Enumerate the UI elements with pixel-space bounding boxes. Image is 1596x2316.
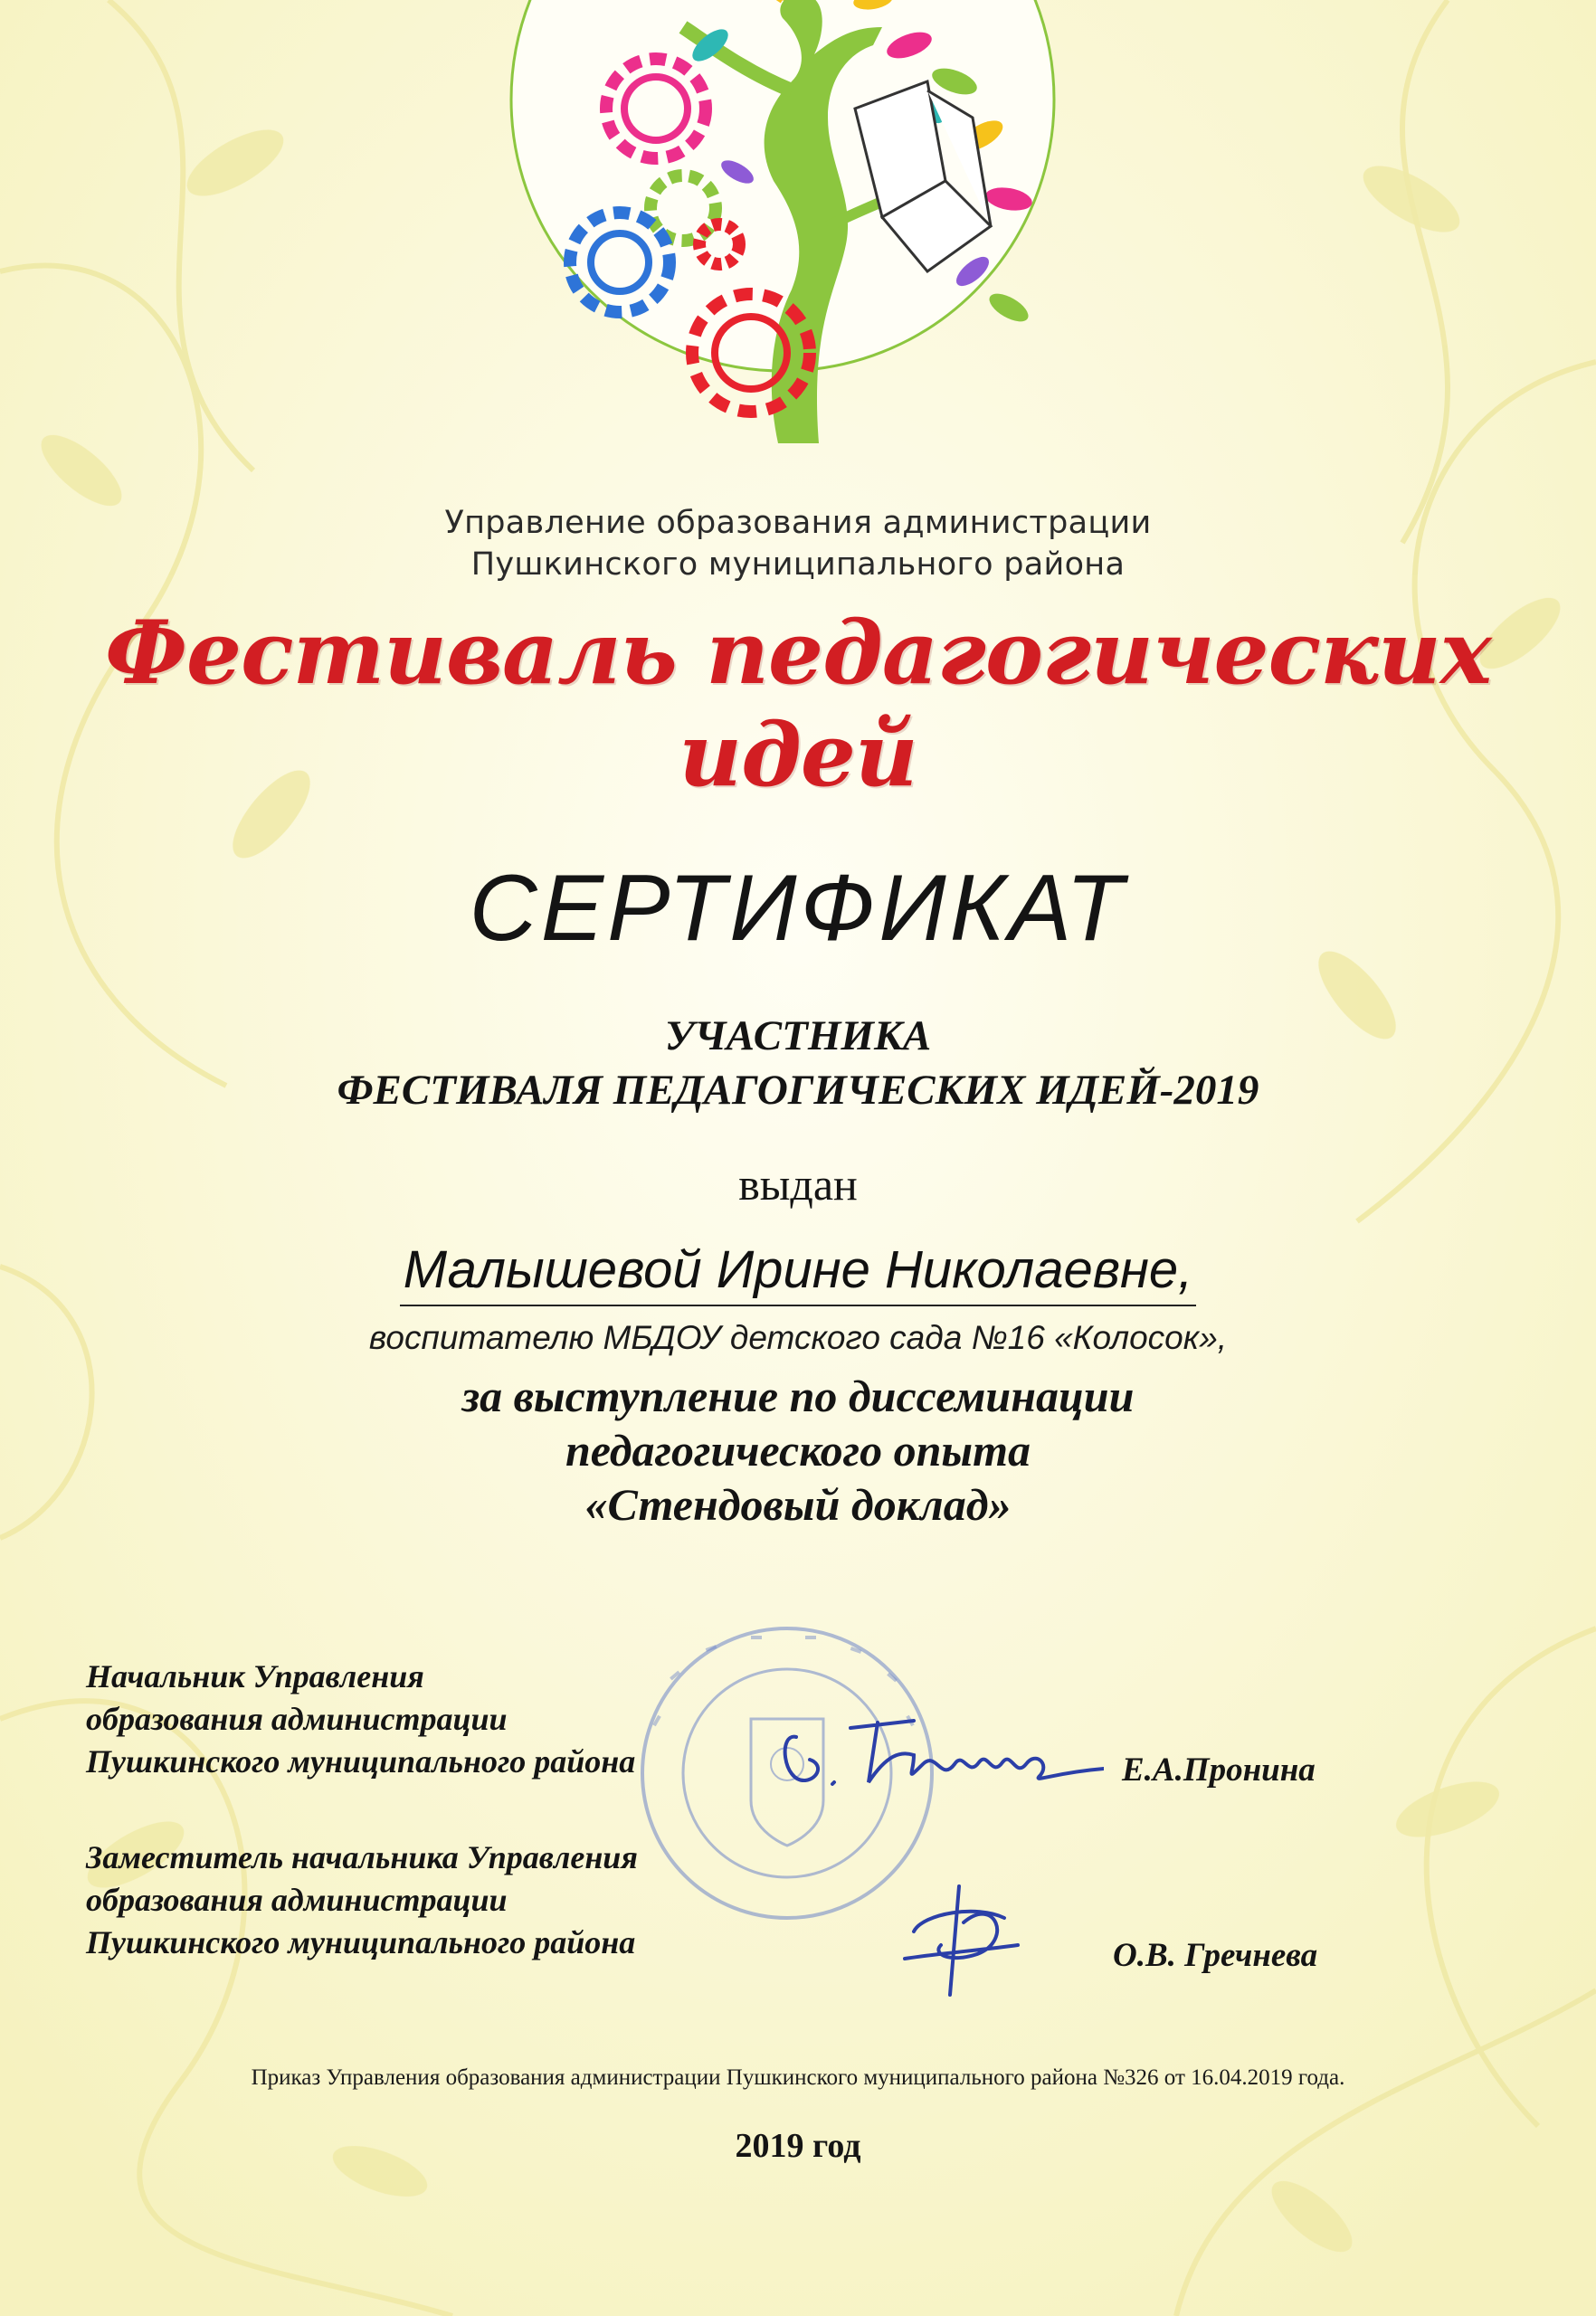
organization-header — [0, 502, 1596, 585]
handwritten-signature-icon — [778, 1701, 1104, 1800]
signatory-1-name: Е.А.Пронина — [1122, 1751, 1316, 1789]
order-reference: Приказ Управления образования администрации Пушкинского муниципального района №326 от 16.04.2019 года. — [251, 2065, 1345, 2090]
handwritten-signature-icon — [896, 1868, 1022, 2004]
signatory-1-title — [86, 1656, 635, 1783]
participant-line-1: УЧАСТНИКА — [664, 1012, 932, 1059]
participant-heading — [0, 1009, 1596, 1117]
signatory-1-title-line-3: Пушкинского муниципального района — [86, 1743, 636, 1780]
tree-emblem-icon — [502, 0, 1063, 452]
participant-line-2: ФЕСТИВАЛЯ ПЕДАГОГИЧЕСКИХ ИДЕЙ-2019 — [337, 1067, 1259, 1114]
signatory-2-title — [86, 1837, 638, 1964]
recipient-position: воспитателю МБДОУ детского сада №16 «Колосок», — [368, 1319, 1228, 1356]
signatory-1-title-line-1: Начальник Управления — [86, 1658, 424, 1694]
signatory-2-title-line-3: Пушкинского муниципального района — [86, 1924, 636, 1960]
org-line-1: Управление образования администрации — [444, 505, 1152, 541]
reason-line-1: за выступление по диссеминации — [461, 1371, 1135, 1421]
signatory-2-name: О.В. Гречнева — [1113, 1937, 1318, 1974]
reason-line-3: «Стендовый доклад» — [584, 1479, 1012, 1530]
certificate-title: СЕРТИФИКАТ — [469, 856, 1127, 961]
festival-title: Фестиваль педагогических идей — [104, 602, 1492, 806]
signatory-1-title-line-2: образования администрации — [86, 1701, 508, 1737]
recipient-name-text: Малышевой Ирине Николаевне, — [400, 1240, 1197, 1306]
issued-label: выдан — [738, 1159, 858, 1210]
award-reason — [0, 1369, 1596, 1532]
reason-line-2: педагогического опыта — [565, 1425, 1031, 1476]
signatory-2-title-line-1: Заместитель начальника Управления — [86, 1839, 638, 1875]
certificate-year: 2019 год — [735, 2127, 861, 2165]
org-line-2: Пушкинского муниципального района — [470, 546, 1126, 583]
signatory-2-title-line-2: образования администрации — [86, 1882, 508, 1918]
recipient-name — [0, 1239, 1596, 1300]
